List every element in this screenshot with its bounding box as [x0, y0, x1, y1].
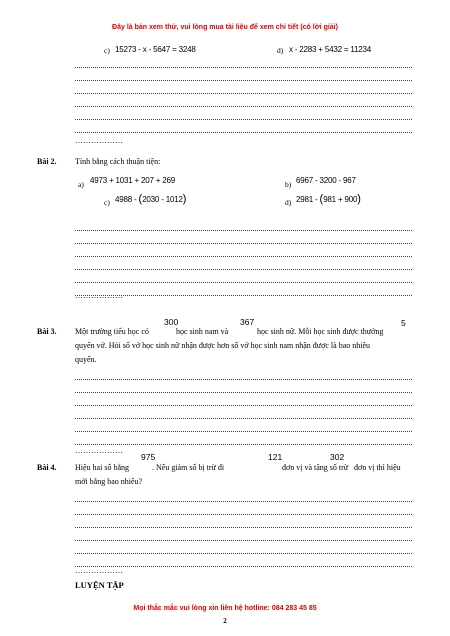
item-c-label: c): [104, 46, 110, 55]
answer-line: [75, 79, 412, 81]
exercise-2-c-expression: [115, 189, 186, 207]
exercise-3-text: Một trường tiểu học có: [75, 327, 149, 336]
exercise-3-text: quyển.: [75, 355, 97, 364]
answer-line: [75, 105, 412, 107]
exercise-2-a-expression: 4973 + 1031 + 207 + 269: [90, 176, 176, 185]
item-c-expression: 15273 - x - 5647 = 3248: [115, 45, 196, 54]
exercise-3-each-count: 5: [401, 318, 406, 328]
answer-line: [75, 513, 412, 515]
answer-line: [75, 526, 412, 528]
answer-line: [75, 404, 412, 406]
exercise-4-text: đơn vị và tăng số trừ: [282, 463, 349, 472]
exercise-3-boys-count: 300: [164, 317, 179, 327]
answer-line: [75, 131, 412, 133]
exercise-3-text: học sinh nữ. Mỗi học sinh được thưởng: [257, 327, 384, 336]
footer-hotline: Mọi thắc mắc vui lòng xin liên hệ hotline: 084 283 45 85: [133, 605, 317, 612]
exercise-4-text: . Nếu giảm số bị trừ đi: [152, 463, 225, 472]
exercise-2-d-inner: 981 + 900: [323, 195, 358, 204]
exercise-4-difference: 975: [141, 452, 156, 462]
exercise-2-b-expression: 6967 - 3200 - 967: [296, 176, 356, 185]
answer-line: [75, 430, 412, 432]
answer-line: [75, 268, 412, 270]
exercise-2-d-label: d): [285, 198, 292, 207]
answer-line: [75, 500, 412, 502]
exercise-2-c-inner: 2030 - 1012: [142, 195, 183, 204]
open-paren: (: [319, 193, 324, 205]
exercise-4-text: Hiệu hai số bằng: [75, 463, 129, 472]
answer-line-end: ………………: [75, 136, 123, 145]
exercise-3-text: học sinh nam và: [176, 327, 229, 336]
answer-line: [75, 378, 412, 380]
exercise-4-add-amount: 302: [330, 452, 345, 462]
answer-line: [75, 118, 412, 120]
preview-banner: Đây là bản xem thử, vui lòng mua tài liệu để xem chi tiết (có lời giải): [112, 24, 338, 31]
exercise-3-label: Bài 3.: [37, 327, 57, 336]
answer-line-end: ………………: [75, 446, 123, 455]
answer-line: [75, 552, 412, 554]
answer-line: [75, 565, 412, 567]
answer-line: [75, 66, 412, 68]
close-paren: ): [357, 193, 361, 205]
exercise-4-text: đơn vị thì hiệu: [354, 463, 401, 472]
answer-line: [75, 294, 412, 296]
exercise-2-c-label: c): [104, 198, 110, 207]
exercise-3-text: quyển vở. Hỏi số vở học sinh nữ nhận được hơn số vở học sinh nam nhận được là bao nhiêu: [75, 341, 371, 350]
answer-line: [75, 92, 412, 94]
answer-line: [75, 391, 412, 393]
section-title: LUYỆN TẬP: [75, 580, 124, 590]
exercise-2-b-label: b): [285, 180, 292, 189]
exercise-2-d-start: 2981 -: [296, 195, 320, 204]
answer-line-end: ………………: [75, 291, 123, 300]
exercise-2-d-expression: [296, 189, 361, 207]
exercise-3-girls-count: 367: [240, 317, 255, 327]
exercise-2-instruction: Tính bằng cách thuận tiện:: [75, 157, 161, 166]
answer-line: [75, 242, 412, 244]
answer-line: [75, 281, 412, 283]
exercise-4-text: mới bằng bao nhiêu?: [75, 477, 143, 486]
close-paren: ): [182, 193, 187, 205]
exercise-2-a-label: a): [78, 180, 84, 189]
answer-line-end: ………………: [75, 566, 123, 575]
open-paren: (: [138, 193, 143, 205]
answer-line: [75, 443, 412, 445]
answer-line: [75, 255, 412, 257]
item-d-label: d): [277, 46, 284, 55]
exercise-4-subtract-amount: 121: [268, 452, 283, 462]
exercise-2-c-start: 4988 -: [115, 195, 139, 204]
exercise-4-label: Bài 4.: [37, 463, 57, 472]
item-d-expression: x - 2283 + 5432 = 11234: [289, 45, 371, 54]
exercise-2-label: Bài 2.: [37, 157, 57, 166]
answer-line: [75, 417, 412, 419]
answer-line: [75, 539, 412, 541]
page-number: 2: [223, 617, 227, 625]
answer-line: [75, 229, 412, 231]
